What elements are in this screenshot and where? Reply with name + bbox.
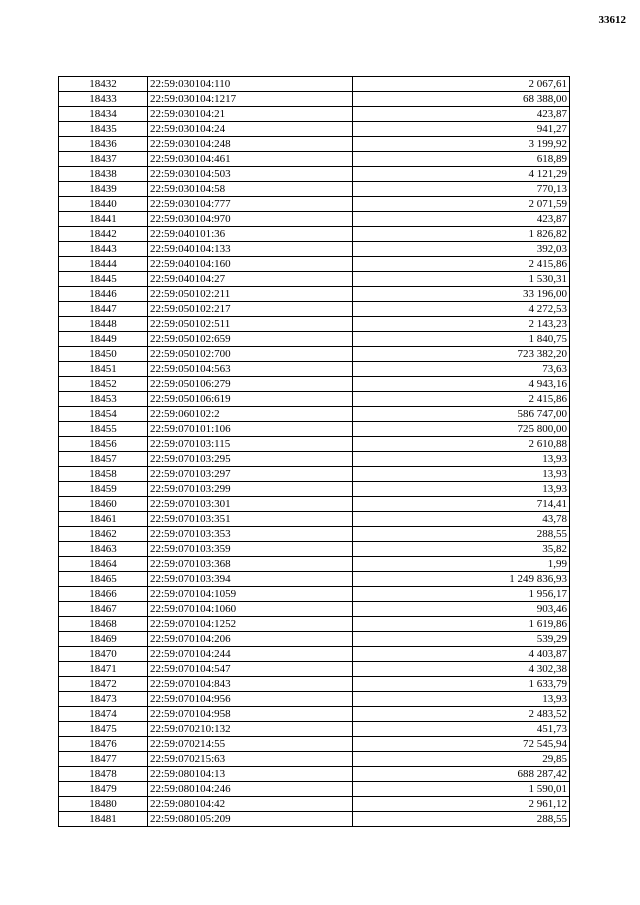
value-cell: 3 199,92	[353, 137, 570, 152]
row-number-cell: 18466	[59, 587, 148, 602]
cadastral-number-cell: 22:59:070103:115	[148, 437, 353, 452]
table-row	[59, 752, 570, 767]
table-row	[59, 287, 570, 302]
table-row	[59, 227, 570, 242]
table-row	[59, 692, 570, 707]
cadastral-number-cell: 22:59:050106:619	[148, 392, 353, 407]
cadastral-number-cell: 22:59:030104:503	[148, 167, 353, 182]
table-row	[59, 197, 570, 212]
cadastral-number-cell: 22:59:070210:132	[148, 722, 353, 737]
table-row	[59, 632, 570, 647]
cadastral-number-cell: 22:59:070103:359	[148, 542, 353, 557]
table-row	[59, 377, 570, 392]
cadastral-number-cell: 22:59:040104:27	[148, 272, 353, 287]
row-number-cell: 18435	[59, 122, 148, 137]
cadastral-table	[58, 76, 570, 827]
value-cell: 72 545,94	[353, 737, 570, 752]
value-cell: 33 196,00	[353, 287, 570, 302]
table-row	[59, 677, 570, 692]
cadastral-number-cell: 22:59:070104:1059	[148, 587, 353, 602]
cadastral-number-cell: 22:59:050102:700	[148, 347, 353, 362]
value-cell: 770,13	[353, 182, 570, 197]
row-number-cell: 18454	[59, 407, 148, 422]
row-number-cell: 18479	[59, 782, 148, 797]
cadastral-number-cell: 22:59:080104:42	[148, 797, 353, 812]
table-row	[59, 527, 570, 542]
value-cell: 1 530,31	[353, 272, 570, 287]
value-cell: 2 610,88	[353, 437, 570, 452]
row-number-cell: 18462	[59, 527, 148, 542]
table-row	[59, 107, 570, 122]
row-number-cell: 18447	[59, 302, 148, 317]
cadastral-number-cell: 22:59:070104:1060	[148, 602, 353, 617]
table-row	[59, 602, 570, 617]
cadastral-number-cell: 22:59:040101:36	[148, 227, 353, 242]
table-row	[59, 407, 570, 422]
cadastral-number-cell: 22:59:030104:248	[148, 137, 353, 152]
table-row	[59, 452, 570, 467]
cadastral-number-cell: 22:59:030104:461	[148, 152, 353, 167]
row-number-cell: 18437	[59, 152, 148, 167]
table-body	[59, 77, 570, 827]
cadastral-number-cell: 22:59:070214:55	[148, 737, 353, 752]
table-row	[59, 77, 570, 92]
cadastral-number-cell: 22:59:070104:956	[148, 692, 353, 707]
table-row	[59, 332, 570, 347]
cadastral-number-cell: 22:59:070103:368	[148, 557, 353, 572]
table-row	[59, 272, 570, 287]
row-number-cell: 18469	[59, 632, 148, 647]
row-number-cell: 18443	[59, 242, 148, 257]
value-cell: 68 388,00	[353, 92, 570, 107]
cadastral-number-cell: 22:59:070104:843	[148, 677, 353, 692]
row-number-cell: 18455	[59, 422, 148, 437]
table-row	[59, 317, 570, 332]
cadastral-number-cell: 22:59:070103:351	[148, 512, 353, 527]
value-cell: 1 633,79	[353, 677, 570, 692]
row-number-cell: 18432	[59, 77, 148, 92]
cadastral-number-cell: 22:59:030104:1217	[148, 92, 353, 107]
value-cell: 903,46	[353, 602, 570, 617]
cadastral-number-cell: 22:59:070103:353	[148, 527, 353, 542]
cadastral-number-cell: 22:59:070104:958	[148, 707, 353, 722]
cadastral-number-cell: 22:59:030104:970	[148, 212, 353, 227]
row-number-cell: 18465	[59, 572, 148, 587]
table-row	[59, 362, 570, 377]
value-cell: 13,93	[353, 692, 570, 707]
table-row	[59, 392, 570, 407]
cadastral-number-cell: 22:59:030104:777	[148, 197, 353, 212]
cadastral-number-cell: 22:59:070215:63	[148, 752, 353, 767]
table-row	[59, 662, 570, 677]
value-cell: 451,73	[353, 722, 570, 737]
value-cell: 2 067,61	[353, 77, 570, 92]
table-row	[59, 242, 570, 257]
row-number-cell: 18445	[59, 272, 148, 287]
value-cell: 2 415,86	[353, 392, 570, 407]
value-cell: 714,41	[353, 497, 570, 512]
table-row	[59, 347, 570, 362]
cadastral-number-cell: 22:59:070103:394	[148, 572, 353, 587]
cadastral-number-cell: 22:59:030104:24	[148, 122, 353, 137]
table-row	[59, 707, 570, 722]
row-number-cell: 18478	[59, 767, 148, 782]
table-row	[59, 722, 570, 737]
cadastral-number-cell: 22:59:030104:110	[148, 77, 353, 92]
value-cell: 1 619,86	[353, 617, 570, 632]
value-cell: 4 943,16	[353, 377, 570, 392]
row-number-cell: 18433	[59, 92, 148, 107]
table-row	[59, 482, 570, 497]
row-number-cell: 18474	[59, 707, 148, 722]
cadastral-number-cell: 22:59:050102:659	[148, 332, 353, 347]
cadastral-number-cell: 22:59:050102:511	[148, 317, 353, 332]
value-cell: 288,55	[353, 527, 570, 542]
table-row	[59, 152, 570, 167]
value-cell: 1 249 836,93	[353, 572, 570, 587]
value-cell: 13,93	[353, 482, 570, 497]
table-row	[59, 212, 570, 227]
cadastral-number-cell: 22:59:040104:160	[148, 257, 353, 272]
value-cell: 1,99	[353, 557, 570, 572]
value-cell: 29,85	[353, 752, 570, 767]
value-cell: 4 272,53	[353, 302, 570, 317]
cadastral-number-cell: 22:59:050102:217	[148, 302, 353, 317]
row-number-cell: 18461	[59, 512, 148, 527]
row-number-cell: 18453	[59, 392, 148, 407]
table-row	[59, 302, 570, 317]
row-number-cell: 18449	[59, 332, 148, 347]
row-number-cell: 18459	[59, 482, 148, 497]
value-cell: 423,87	[353, 212, 570, 227]
row-number-cell: 18473	[59, 692, 148, 707]
value-cell: 13,93	[353, 467, 570, 482]
table-row	[59, 782, 570, 797]
table-row	[59, 542, 570, 557]
row-number-cell: 18463	[59, 542, 148, 557]
value-cell: 1 956,17	[353, 587, 570, 602]
table-row	[59, 467, 570, 482]
row-number-cell: 18438	[59, 167, 148, 182]
row-number-cell: 18436	[59, 137, 148, 152]
cadastral-number-cell: 22:59:070104:206	[148, 632, 353, 647]
table-row	[59, 497, 570, 512]
value-cell: 1 826,82	[353, 227, 570, 242]
value-cell: 35,82	[353, 542, 570, 557]
row-number-cell: 18480	[59, 797, 148, 812]
value-cell: 2 071,59	[353, 197, 570, 212]
value-cell: 1 840,75	[353, 332, 570, 347]
cadastral-number-cell: 22:59:070104:1252	[148, 617, 353, 632]
value-cell: 539,29	[353, 632, 570, 647]
cadastral-number-cell: 22:59:080104:246	[148, 782, 353, 797]
cadastral-number-cell: 22:59:060102:2	[148, 407, 353, 422]
row-number-cell: 18442	[59, 227, 148, 242]
value-cell: 2 415,86	[353, 257, 570, 272]
table-row	[59, 422, 570, 437]
value-cell: 4 121,29	[353, 167, 570, 182]
table-row	[59, 92, 570, 107]
value-cell: 688 287,42	[353, 767, 570, 782]
row-number-cell: 18470	[59, 647, 148, 662]
row-number-cell: 18460	[59, 497, 148, 512]
row-number-cell: 18471	[59, 662, 148, 677]
value-cell: 723 382,20	[353, 347, 570, 362]
value-cell: 4 302,38	[353, 662, 570, 677]
cadastral-number-cell: 22:59:070104:547	[148, 662, 353, 677]
table-row	[59, 557, 570, 572]
row-number-cell: 18457	[59, 452, 148, 467]
value-cell: 586 747,00	[353, 407, 570, 422]
row-number-cell: 18451	[59, 362, 148, 377]
row-number-cell: 18472	[59, 677, 148, 692]
value-cell: 13,93	[353, 452, 570, 467]
value-cell: 4 403,87	[353, 647, 570, 662]
cadastral-number-cell: 22:59:050102:211	[148, 287, 353, 302]
row-number-cell: 18467	[59, 602, 148, 617]
page-number: 33612	[598, 14, 626, 26]
cadastral-number-cell: 22:59:030104:58	[148, 182, 353, 197]
table-row	[59, 767, 570, 782]
table-row	[59, 647, 570, 662]
row-number-cell: 18464	[59, 557, 148, 572]
row-number-cell: 18481	[59, 812, 148, 827]
value-cell: 392,03	[353, 242, 570, 257]
row-number-cell: 18456	[59, 437, 148, 452]
row-number-cell: 18446	[59, 287, 148, 302]
row-number-cell: 18458	[59, 467, 148, 482]
cadastral-number-cell: 22:59:080104:13	[148, 767, 353, 782]
row-number-cell: 18434	[59, 107, 148, 122]
row-number-cell: 18439	[59, 182, 148, 197]
value-cell: 423,87	[353, 107, 570, 122]
cadastral-number-cell: 22:59:080105:209	[148, 812, 353, 827]
value-cell: 941,27	[353, 122, 570, 137]
table-row	[59, 737, 570, 752]
cadastral-number-cell: 22:59:070103:301	[148, 497, 353, 512]
cadastral-number-cell: 22:59:040104:133	[148, 242, 353, 257]
value-cell: 2 143,23	[353, 317, 570, 332]
cadastral-number-cell: 22:59:070103:295	[148, 452, 353, 467]
row-number-cell: 18448	[59, 317, 148, 332]
cadastral-number-cell: 22:59:070103:297	[148, 467, 353, 482]
table-row	[59, 812, 570, 827]
row-number-cell: 18475	[59, 722, 148, 737]
value-cell: 43,78	[353, 512, 570, 527]
cadastral-number-cell: 22:59:050104:563	[148, 362, 353, 377]
value-cell: 725 800,00	[353, 422, 570, 437]
row-number-cell: 18477	[59, 752, 148, 767]
table-row	[59, 797, 570, 812]
value-cell: 618,89	[353, 152, 570, 167]
table-row	[59, 437, 570, 452]
cadastral-number-cell: 22:59:050106:279	[148, 377, 353, 392]
row-number-cell: 18450	[59, 347, 148, 362]
table-row	[59, 587, 570, 602]
table-row	[59, 617, 570, 632]
table-row	[59, 182, 570, 197]
table-row	[59, 572, 570, 587]
cadastral-number-cell: 22:59:070103:299	[148, 482, 353, 497]
cadastral-number-cell: 22:59:030104:21	[148, 107, 353, 122]
row-number-cell: 18476	[59, 737, 148, 752]
table-row	[59, 122, 570, 137]
table-row	[59, 257, 570, 272]
value-cell: 73,63	[353, 362, 570, 377]
row-number-cell: 18452	[59, 377, 148, 392]
row-number-cell: 18440	[59, 197, 148, 212]
value-cell: 288,55	[353, 812, 570, 827]
value-cell: 1 590,01	[353, 782, 570, 797]
table-row	[59, 137, 570, 152]
table-row	[59, 167, 570, 182]
row-number-cell: 18441	[59, 212, 148, 227]
value-cell: 2 483,52	[353, 707, 570, 722]
table-row	[59, 512, 570, 527]
row-number-cell: 18444	[59, 257, 148, 272]
cadastral-number-cell: 22:59:070101:106	[148, 422, 353, 437]
cadastral-number-cell: 22:59:070104:244	[148, 647, 353, 662]
row-number-cell: 18468	[59, 617, 148, 632]
value-cell: 2 961,12	[353, 797, 570, 812]
